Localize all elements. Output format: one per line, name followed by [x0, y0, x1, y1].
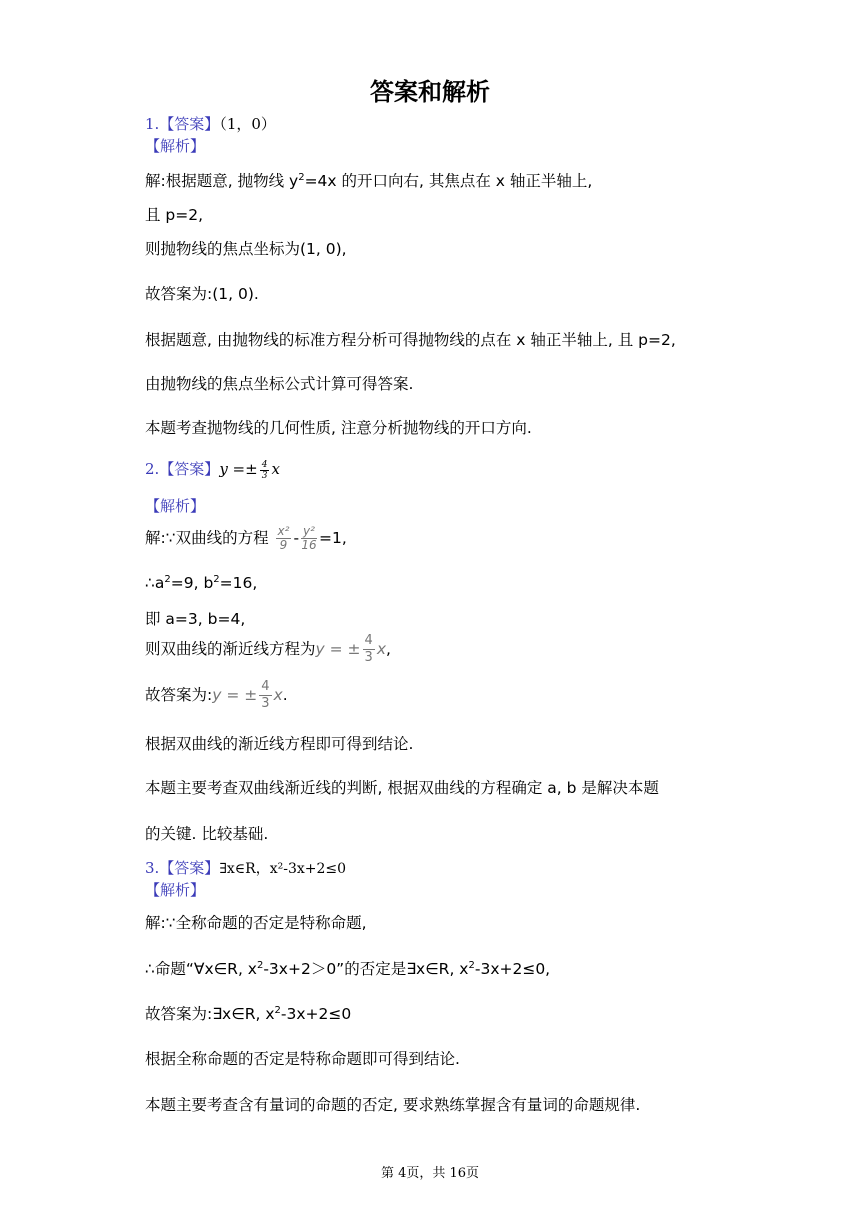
- q1-line-2: 且 p=2,: [145, 206, 204, 224]
- q2-answer-label: 2.【答案】: [145, 460, 220, 478]
- q3-line-2: ∴命题“∀x∈R, $x^2-3x+2>0$”的否定是∃x∈R, $x^2-3x+2\le 0$,: [145, 959, 551, 978]
- q3-line-1: 解:∵全称命题的否定是特称命题,: [145, 914, 367, 932]
- q1-line-4: 故答案为:(1, 0).: [145, 285, 259, 303]
- q1-line-3: 则抛物线的焦点坐标为(1, 0),: [145, 240, 347, 258]
- q3-answer-line: [145, 857, 346, 878]
- q2-line-2: $\therefore a^2=9$, $b^2=16$,: [145, 574, 258, 593]
- q2-line-7: 本题主要考查双曲线渐近线的判断, 根据双曲线的方程确定 a, b 是解决本题: [145, 779, 659, 797]
- q3-line-3: 故答案为:∃x∈R, $x^2-3x+2\le 0$: [145, 1004, 352, 1023]
- q1-line-6: 由抛物线的焦点坐标公式计算可得答案.: [145, 375, 414, 393]
- fraction-y2-over-16: $\frac{\text{y²}}{16}$: [301, 524, 317, 552]
- q2-line-4: 则双曲线的渐近线方程为y = ± $\frac{4}{3}$ x,: [145, 633, 391, 665]
- q3-analysis-tag: 【解析】: [145, 881, 206, 899]
- q3-line-5: 本题主要考查含有量词的命题的否定, 要求熟练掌握含有量词的命题规律.: [145, 1096, 641, 1114]
- q1-answer-line: [145, 113, 276, 134]
- q2-line-5: 故答案为:y = ± $\frac{4}{3}$ x.: [145, 679, 288, 711]
- q3-line-4: 根据全称命题的否定是特称命题即可得到结论.: [145, 1050, 460, 1068]
- q2-answer-line: 2.【答案】y =± $\frac{4}{3}$ x: [145, 459, 280, 481]
- q3-answer-label: 3.【答案】: [145, 859, 220, 877]
- q1-analysis-tag: 【解析】: [145, 137, 206, 155]
- q1-line-1: 解:根据题意, 抛物线 $y^2=4x$ 的开口向右, 其焦点在 x 轴正半轴上,: [145, 171, 593, 190]
- q2-line-3: 即 a=3, b=4,: [145, 610, 246, 628]
- fraction-x2-over-9: $\frac{\text{x²}}{9}$: [277, 524, 290, 552]
- q2-line-6: 根据双曲线的渐近线方程即可得到结论.: [145, 735, 414, 753]
- q2-analysis-tag: 【解析】: [145, 497, 206, 515]
- page-footer: 第 4页，共 16页: [380, 1166, 480, 1181]
- q2-line-1: 解:∵双曲线的方程 $\frac{\text{x²}}{9}$ - $\frac{\text{y²}}{16}$ =1,: [145, 524, 347, 552]
- q2-line-8: 的关键. 比较基础.: [145, 825, 269, 843]
- q1-line-7: 本题考查抛物线的几何性质, 注意分析抛物线的开口方向.: [145, 419, 532, 437]
- q3-answer-value: ∃x∈R，x²-3x+2≤0: [219, 861, 347, 877]
- page-title: 答案和解析: [370, 78, 490, 106]
- q1-line-5: 根据题意, 由抛物线的标准方程分析可得抛物线的点在 x 轴正半轴上, 且 p=2,: [145, 331, 676, 349]
- q1-answer-label: 1.【答案】: [145, 115, 220, 133]
- q1-answer-value: （1，0）: [219, 115, 276, 133]
